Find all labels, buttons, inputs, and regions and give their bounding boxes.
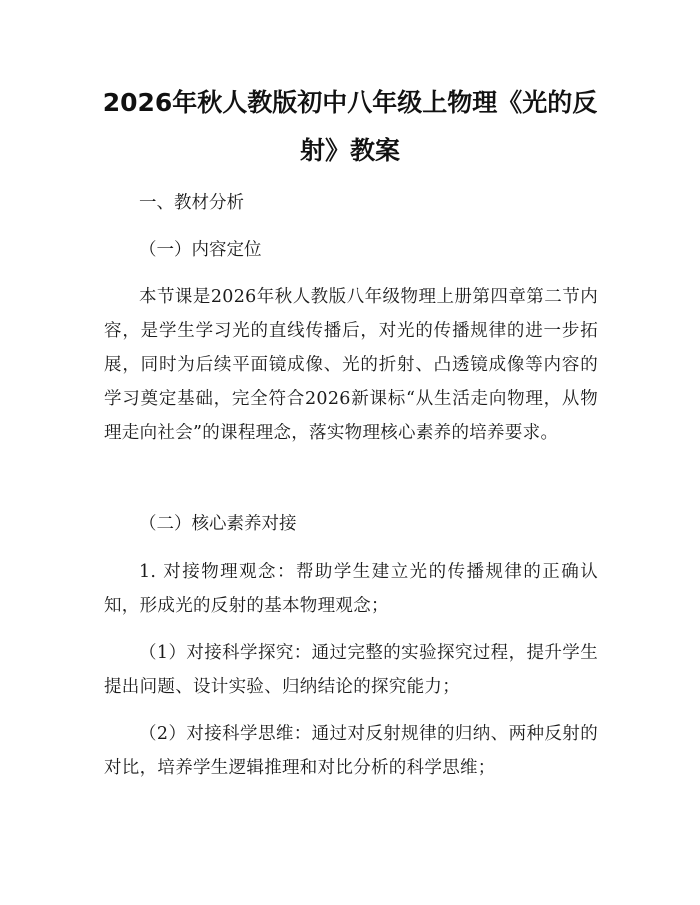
list-item-scientific-inquiry: （1）对接科学探究：通过完整的实验探究过程，提升学生提出问题、设计实验、归纳结论的探究能力； <box>104 643 598 697</box>
document-title-line-1: 2026年秋人教版初中八年级上物理《光的反 <box>102 88 598 117</box>
list-item-scientific-thinking: （2）对接科学思维：通过对反射规律的归纳、两种反射的对比，培养学生逻辑推理和对比分析的科学思维； <box>104 724 598 778</box>
subsection-heading-content-positioning: （一）内容定位 <box>139 240 262 260</box>
subsection-heading-core-literacy: （二）核心素养对接 <box>139 514 297 534</box>
document-title-line-2: 射》教案 <box>299 136 400 165</box>
paragraph-content-positioning: 本节课是2026年秋人教版八年级物理上册第四章第二节内容，是学生学习光的直线传播后，对光的传播规律的进一步拓展，同时为后续平面镜成像、光的折射、凸透镜成像等内容的学习奠定基础，完全符合2026新课标“从生活走向物理，从物理走向社会”的课程理念，落实物理核心素养的培养要求。 <box>104 287 598 443</box>
list-item-physics-concept: 1. 对接物理观念：帮助学生建立光的传播规律的正确认知，形成光的反射的基本物理观念； <box>104 562 598 616</box>
section-heading-textbook-analysis: 一、教材分析 <box>139 193 244 213</box>
